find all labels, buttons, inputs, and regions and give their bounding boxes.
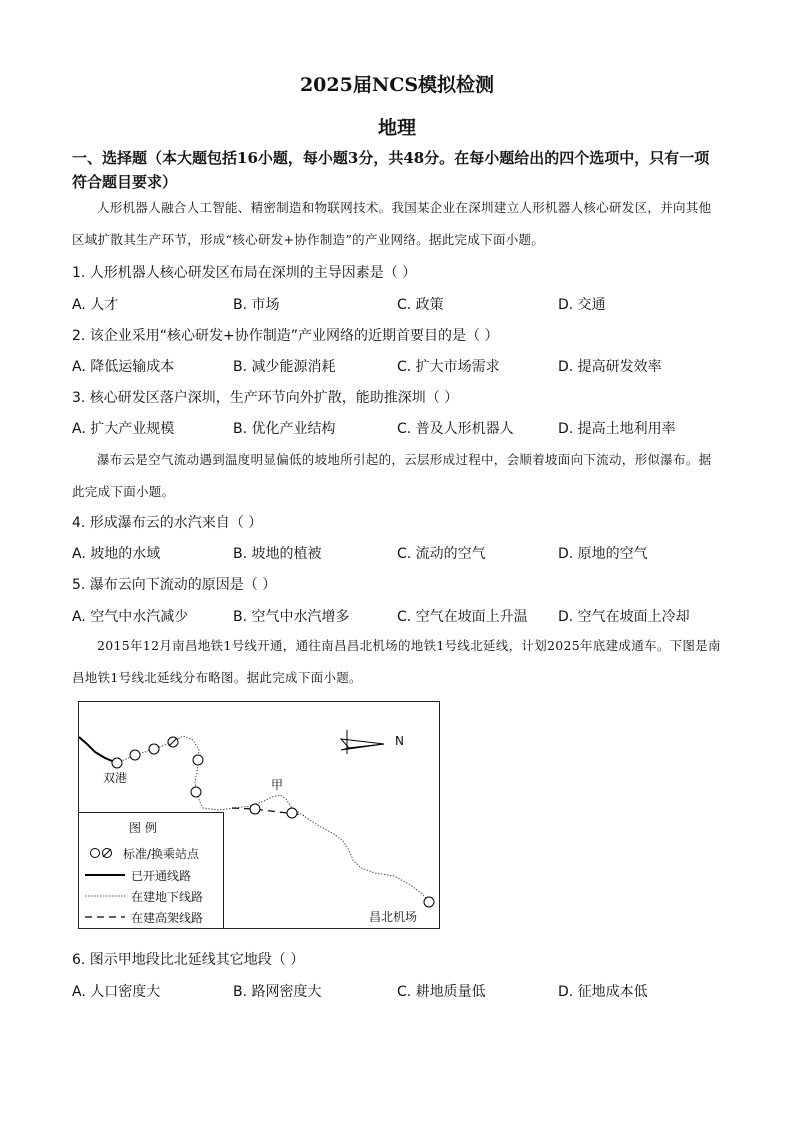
q3-option-a[interactable]: A. 扩大产业规模: [72, 421, 175, 437]
north-label: N: [395, 734, 404, 748]
question-2-stem: 2. 该企业采用“核心研发+协作制造”产业网络的近期首要目的是（ ）: [72, 328, 499, 344]
question-5-stem: 5. 瀑布云向下流动的原因是（ ）: [72, 577, 277, 593]
station-airport: [424, 897, 434, 907]
legend-station-label: 标准/换乘站点: [123, 847, 200, 861]
q5-option-a[interactable]: A. 空气中水汽减少: [72, 609, 189, 625]
station: [193, 755, 203, 765]
q1-option-d[interactable]: D. 交通: [558, 297, 606, 313]
q5-option-d[interactable]: D. 空气在坡面上冷却: [558, 609, 690, 625]
subject-title: 地理: [377, 117, 416, 139]
question-6-stem: 6. 图示甲地段比北延线其它地段（ ）: [72, 952, 305, 968]
station: [287, 808, 297, 818]
q6-option-c[interactable]: C. 耕地质量低: [397, 984, 486, 1000]
subway-map: [78, 701, 440, 929]
q2-option-a[interactable]: A. 降低运输成本: [72, 359, 175, 375]
legend-opened-label: 已开通线路: [131, 869, 192, 883]
label-jia: 甲: [271, 778, 284, 792]
station: [250, 804, 260, 814]
q6-option-b[interactable]: B. 路网密度大: [233, 984, 322, 1000]
q5-option-c[interactable]: C. 空气在坡面上升温: [397, 609, 528, 625]
material-3: 2015年12月南昌地铁1号线开通，通往南昌昌北机场的地铁1号线北延线，计划2025年底建成通车。下图是南昌地铁1号线北延线分布略图。据此完成下面小题。: [72, 638, 721, 685]
q4-option-b[interactable]: B. 坡地的植被: [233, 546, 322, 562]
section-heading: 一、选择题（本大题包括16小题，每小题3分，共48分。在每小题给出的四个选项中，只有一项符合题目要求）: [72, 149, 710, 191]
north-arrow-icon: [341, 730, 384, 754]
station: [149, 744, 159, 754]
q3-option-d[interactable]: D. 提高土地利用率: [558, 421, 676, 437]
station: [130, 750, 140, 760]
opened-line: [79, 737, 117, 763]
legend-elevated-label: 在建高架线路: [131, 911, 204, 925]
q2-option-d[interactable]: D. 提高研发效率: [558, 359, 662, 375]
material-2: 瀑布云是空气流动遇到温度明显偏低的坡地所引起的，云层形成过程中，会顺着坡面向下流动，形似瀑布。据此完成下面小题。: [72, 452, 712, 499]
legend-title: 图 例: [129, 821, 157, 835]
material-1: 人形机器人融合人工智能、精密制造和物联网技术。我国某企业在深圳建立人形机器人核心研发区，并向其他区域扩散其生产环节，形成“核心研发+协作制造”的产业网络。据此完成下面小题。: [72, 200, 712, 247]
q1-option-c[interactable]: C. 政策: [397, 297, 444, 313]
q6-option-d[interactable]: D. 征地成本低: [558, 984, 648, 1000]
q6-option-a[interactable]: A. 人口密度大: [72, 984, 161, 1000]
q5-option-b[interactable]: B. 空气中水汽增多: [233, 609, 350, 625]
label-shuanggang: 双港: [103, 771, 128, 785]
q3-option-b[interactable]: B. 优化产业结构: [233, 421, 336, 437]
q4-option-c[interactable]: C. 流动的空气: [397, 546, 486, 562]
map-legend: [79, 812, 224, 928]
q1-option-a[interactable]: A. 人才: [72, 297, 119, 313]
station: [191, 787, 201, 797]
page-title: 2025届NCS模拟检测: [299, 74, 495, 96]
q4-option-a[interactable]: A. 坡地的水域: [72, 546, 161, 562]
q4-option-d[interactable]: D. 原地的空气: [558, 546, 648, 562]
q2-option-c[interactable]: C. 扩大市场需求: [397, 359, 500, 375]
q2-option-b[interactable]: B. 减少能源消耗: [233, 359, 336, 375]
q3-option-c[interactable]: C. 普及人形机器人: [397, 421, 514, 437]
legend-underground-label: 在建地下线路: [131, 890, 204, 904]
question-1-stem: 1. 人形机器人核心研发区布局在深圳的主导因素是（ ）: [72, 265, 417, 281]
q1-option-b[interactable]: B. 市场: [233, 297, 280, 313]
question-4-stem: 4. 形成瀑布云的水汽来自（ ）: [72, 515, 263, 531]
question-3-stem: 3. 核心研发区落户深圳，生产环节向外扩散，能助推深圳（ ）: [72, 390, 459, 406]
label-changbei-airport: 昌北机场: [369, 910, 418, 924]
legend-station-icon: [91, 849, 100, 858]
station-shuanggang: [112, 758, 122, 768]
